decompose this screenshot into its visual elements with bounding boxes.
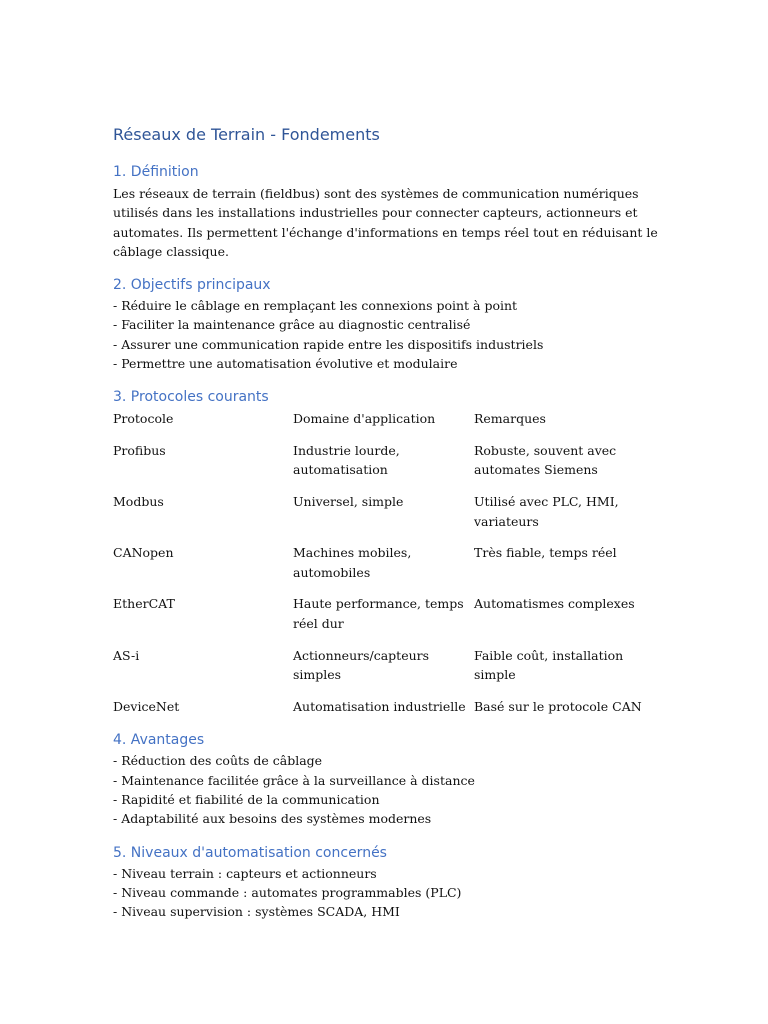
list-item: - Réduire le câblage en remplaçant les connexions point à point — [113, 298, 518, 314]
table-cell: Modbus — [113, 494, 164, 510]
table-row — [113, 543, 655, 594]
table-cell: Industrie lourde, automatisation — [293, 443, 400, 478]
table-cell: Utilisé avec PLC, HMI, variateurs — [474, 494, 619, 529]
table-row — [113, 441, 655, 492]
section-definition — [113, 162, 673, 261]
table-row — [113, 492, 655, 543]
section-advantages — [113, 730, 673, 828]
table-row — [113, 594, 655, 645]
table-cell: Haute performance, temps réel dur — [293, 596, 464, 631]
list-item: - Niveau commande : automates programmables (PLC) — [113, 884, 462, 900]
list-item: - Maintenance facilitée grâce à la surveillance à distance — [113, 772, 475, 788]
list-item: - Adaptabilité aux besoins des systèmes modernes — [113, 811, 432, 827]
document-page — [113, 124, 673, 936]
protocols-table — [113, 409, 655, 728]
column-header: Remarques — [474, 411, 546, 427]
definition-text: Les réseaux de terrain (fieldbus) sont des systèmes de communication numériques utilisés dans les installations industrielles pour connecter capteurs, actionneurs et automates. Ils permettent l'échange d'informations en temps réel tout en réduisant le câblage classique. — [113, 186, 658, 259]
list-item: - Faciliter la maintenance grâce au diagnostic centralisé — [113, 317, 471, 333]
advantages-list — [113, 751, 673, 828]
table-cell: Automatismes complexes — [474, 596, 635, 612]
levels-heading: 5. Niveaux d'automatisation concernés — [113, 844, 387, 861]
levels-list — [113, 864, 673, 922]
table-cell: Actionneurs/capteurs simples — [293, 647, 430, 682]
section-objectives — [113, 275, 673, 373]
table-cell: Basé sur le protocole CAN — [474, 698, 642, 714]
definition-heading: 1. Définition — [113, 164, 199, 180]
table-header-row — [113, 409, 655, 441]
column-header: Protocole — [113, 411, 174, 427]
list-item: - Assurer une communication rapide entre les dispositifs industriels — [113, 336, 544, 352]
table-cell: EtherCAT — [113, 596, 175, 612]
column-header: Domaine d'application — [293, 411, 436, 427]
table-cell: Universel, simple — [293, 494, 404, 510]
table-cell: Robuste, souvent avec automates Siemens — [474, 443, 617, 478]
table-cell: DeviceNet — [113, 698, 180, 714]
list-item: - Permettre une automatisation évolutive et modulaire — [113, 356, 458, 372]
section-levels — [113, 843, 673, 922]
table-cell: Faible coût, installation simple — [474, 647, 624, 682]
table-row — [113, 646, 655, 697]
protocols-heading: 3. Protocoles courants — [113, 389, 269, 406]
list-item: - Niveau terrain : capteurs et actionneurs — [113, 865, 377, 881]
list-item: - Niveau supervision : systèmes SCADA, HMI — [113, 904, 400, 920]
advantages-heading: 4. Avantages — [113, 732, 205, 749]
table-cell: Très fiable, temps réel — [474, 545, 617, 561]
list-item: - Rapidité et fiabilité de la communication — [113, 792, 380, 808]
table-row — [113, 697, 655, 729]
section-protocols — [113, 387, 673, 728]
table-cell: Machines mobiles, automobiles — [293, 545, 412, 580]
table-cell: CANopen — [113, 545, 174, 561]
document-title: Réseaux de Terrain - Fondements — [113, 125, 380, 144]
table-cell: AS-i — [113, 647, 140, 663]
table-cell: Profibus — [113, 443, 166, 459]
table-cell: Automatisation industrielle — [293, 698, 466, 714]
list-item: - Réduction des coûts de câblage — [113, 753, 323, 769]
objectives-heading: 2. Objectifs principaux — [113, 277, 271, 294]
objectives-list — [113, 296, 673, 373]
